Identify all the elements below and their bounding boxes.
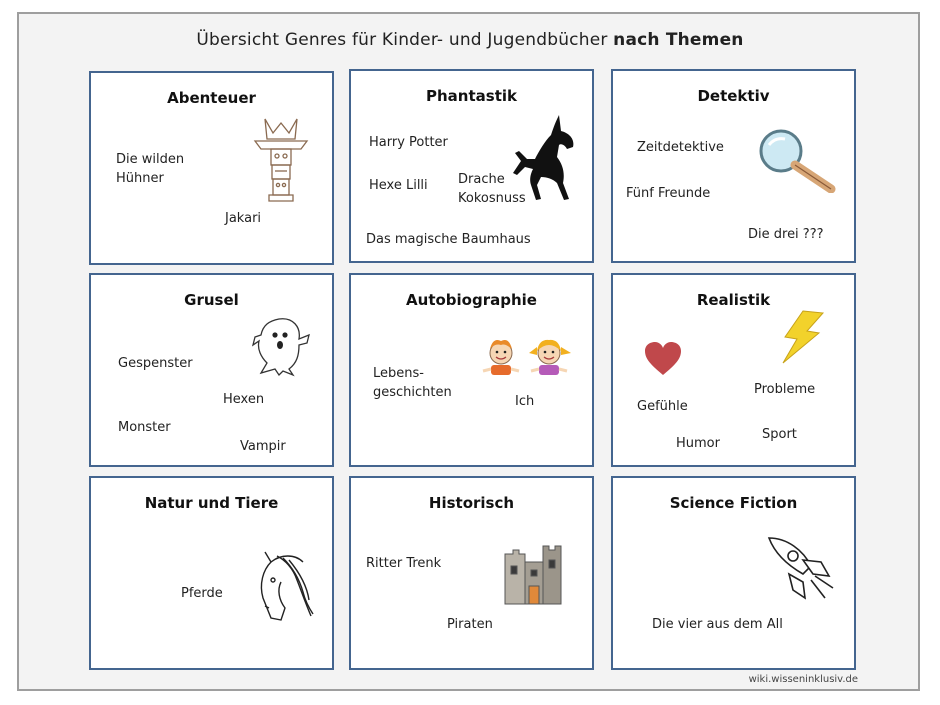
lightning-icon <box>773 309 825 365</box>
card-title: Science Fiction <box>669 494 798 512</box>
book-item: Hexe Lilli <box>369 178 428 193</box>
book-item: Zeitdetektive <box>637 140 724 155</box>
castle-icon <box>503 540 565 606</box>
card-title: Historisch <box>428 494 515 512</box>
book-item: Das magische Baumhaus <box>366 232 531 247</box>
page-title-regular: Übersicht Genres für Kinder- und Jugendbücher <box>196 30 608 50</box>
card-title: Autobiographie <box>406 291 537 309</box>
genre-card-phantastik <box>349 69 594 263</box>
genre-card-realistik <box>611 273 856 467</box>
card-title: Realistik <box>696 291 771 309</box>
book-item: Ritter Trenk <box>366 556 442 571</box>
book-item: Hexen <box>223 392 265 407</box>
book-item: Pferde <box>181 586 223 601</box>
magnifying-glass-icon <box>753 127 841 193</box>
horse-head-icon <box>255 546 315 626</box>
genre-card-grusel <box>89 273 334 467</box>
genre-card-detektiv <box>611 69 856 263</box>
book-item: Harry Potter <box>369 135 448 150</box>
book-item: Die wilden <box>116 152 185 167</box>
book-item: Gefühle <box>637 399 688 414</box>
book-item: Vampir <box>240 439 286 454</box>
page-title-bold: nach Themen <box>613 30 744 50</box>
unicorn-icon <box>511 113 583 203</box>
book-item: Probleme <box>754 382 816 397</box>
book-item: Kokosnuss <box>458 191 526 206</box>
card-title: Natur und Tiere <box>144 494 279 512</box>
book-item: Lebens- <box>373 366 424 381</box>
genre-card-abenteuer <box>89 71 334 265</box>
book-item: geschichten <box>373 385 452 400</box>
card-title: Grusel <box>184 291 239 309</box>
rocket-icon <box>759 532 839 606</box>
book-item: Die drei ??? <box>748 227 824 242</box>
card-title: Detektiv <box>697 87 770 105</box>
watermark: wiki.wisseninklusiv.de <box>748 674 858 685</box>
heart-icon <box>643 341 683 377</box>
children-faces-icon <box>481 335 579 377</box>
genre-card-science-fiction <box>611 476 856 670</box>
card-title: Phantastik <box>426 87 517 105</box>
book-item: Drache <box>458 172 505 187</box>
book-item: Die vier aus dem All <box>652 617 783 632</box>
book-item: Hühner <box>116 171 164 186</box>
genre-card-natur-und-tiere <box>89 476 334 670</box>
book-item: Gespenster <box>118 356 193 371</box>
book-item: Jakari <box>225 211 262 226</box>
genre-card-historisch <box>349 476 594 670</box>
book-item: Humor <box>676 436 720 451</box>
book-item: Sport <box>762 427 797 442</box>
genre-card-autobiographie <box>349 273 594 467</box>
book-item: Fünf Freunde <box>626 186 711 201</box>
book-item: Piraten <box>447 617 493 632</box>
book-item: Monster <box>118 420 171 435</box>
card-title: Abenteuer <box>167 89 256 107</box>
totem-pole-icon <box>251 113 311 205</box>
ghost-icon <box>249 315 315 377</box>
book-item: Ich <box>515 394 535 409</box>
page-title <box>0 30 940 50</box>
